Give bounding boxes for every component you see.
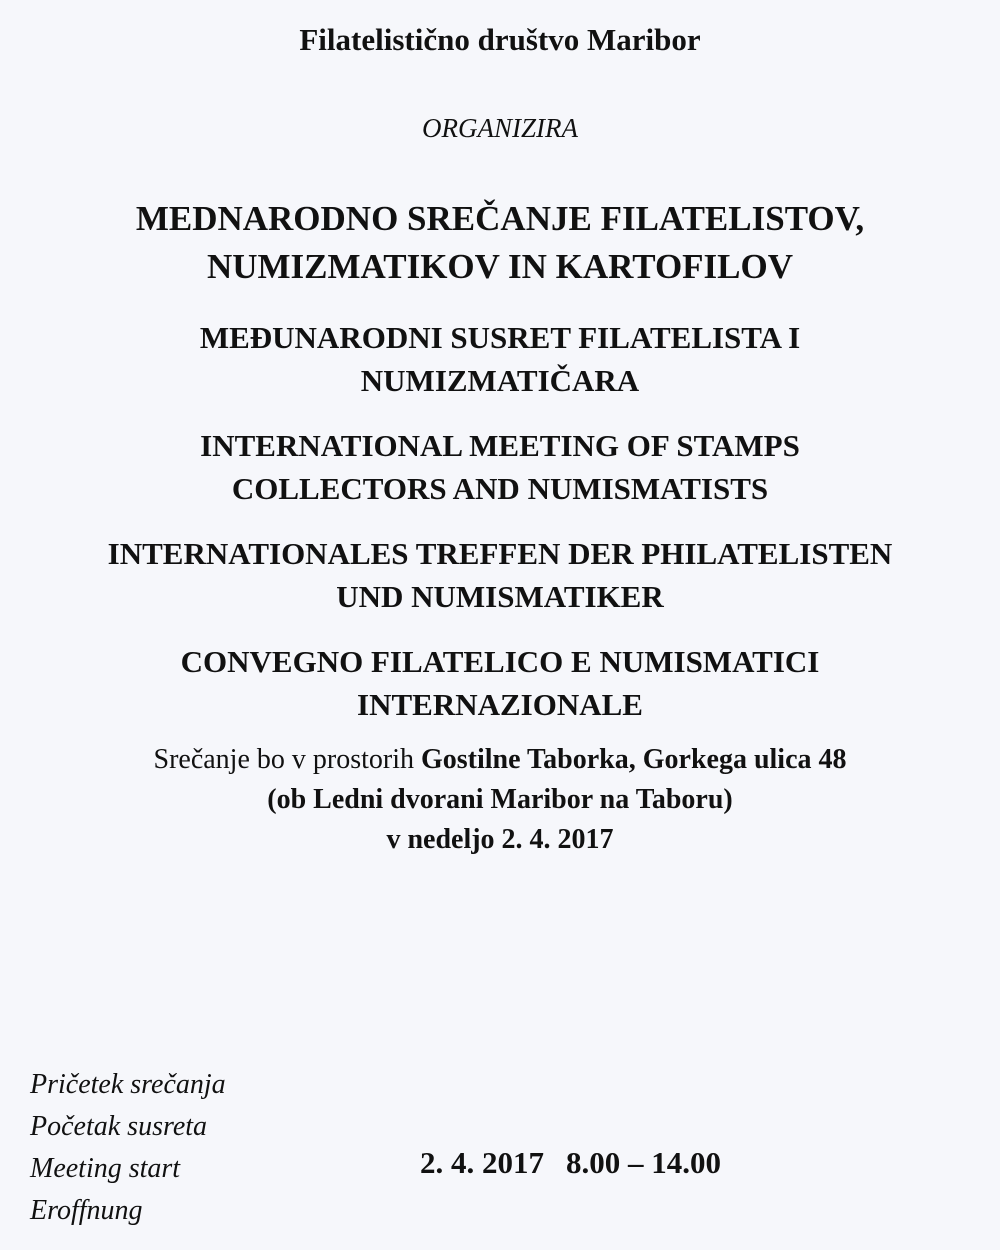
title-slovene: [0, 195, 1000, 291]
title-line: INTERNATIONALES TREFFEN DER PHILATELISTEN: [107, 536, 893, 571]
venue-intro: Srečanje bo v prostorih: [153, 744, 421, 775]
title-german: [0, 532, 1000, 618]
start-date: 2. 4. 2017: [420, 1145, 544, 1180]
venue-note: (ob Ledni dvorani Maribor na Taboru): [267, 784, 733, 815]
title-english: [0, 424, 1000, 510]
title-line: INTERNAZIONALE: [357, 687, 643, 722]
start-label: Pričetek srečanja: [30, 1069, 226, 1100]
organizes-label: ORGANIZIRA: [422, 113, 578, 143]
start-label: Meeting start: [30, 1153, 181, 1184]
start-labels: [30, 1064, 226, 1232]
venue-line: [0, 740, 1000, 780]
venue-place: Gostilne Taborka, Gorkega ulica 48: [421, 744, 847, 775]
title-line: MEDNARODNO SREČANJE FILATELISTOV,: [135, 199, 865, 238]
start-datetime: [420, 1145, 721, 1181]
start-time: 8.00 – 14.00: [566, 1145, 721, 1180]
title-italian: [0, 640, 1000, 726]
title-line: UND NUMISMATIKER: [336, 579, 664, 614]
start-label: Eroffnung: [30, 1195, 143, 1226]
title-line: INTERNATIONAL MEETING OF STAMPS: [200, 428, 800, 463]
organizer-name: Filatelistično društvo Maribor: [299, 22, 701, 57]
title-line: NUMIZMATIKOV IN KARTOFILOV: [206, 247, 794, 286]
start-label: Početak susreta: [30, 1111, 208, 1142]
title-line: CONVEGNO FILATELICO E NUMISMATICI: [180, 644, 820, 679]
event-date: v nedeljo 2. 4. 2017: [386, 824, 614, 855]
venue-info: [0, 740, 1000, 860]
title-line: MEĐUNARODNI SUSRET FILATELISTA I: [199, 320, 801, 355]
title-line: NUMIZMATIČARA: [360, 363, 640, 398]
title-croatian: [0, 316, 1000, 402]
title-line: COLLECTORS AND NUMISMATISTS: [231, 471, 769, 506]
